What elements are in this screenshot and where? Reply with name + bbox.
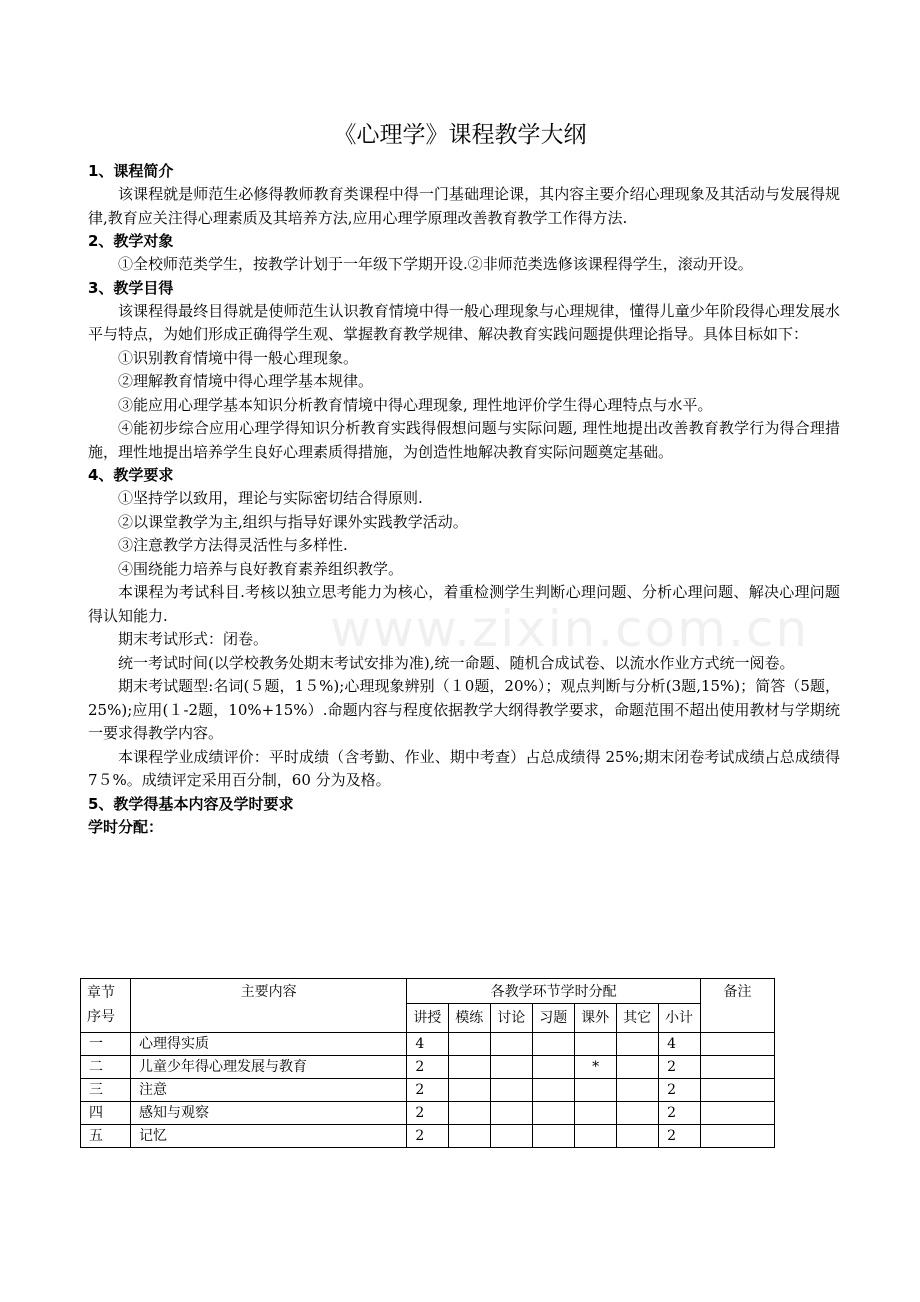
subtotal-cell: 4 xyxy=(659,1033,701,1056)
hours-cell xyxy=(617,1056,659,1079)
table-row xyxy=(81,1102,775,1125)
hours-cell xyxy=(449,1079,491,1102)
hours-cell xyxy=(533,1056,575,1079)
hours-cell xyxy=(491,1079,533,1102)
hours-cell xyxy=(617,1079,659,1102)
subheader-cell: 讨论 xyxy=(491,1004,533,1033)
section-4-heading: 4、教学要求 xyxy=(88,466,174,484)
document-title: 《心理学》课程教学大纲 xyxy=(333,122,587,148)
hours-cell xyxy=(575,1125,617,1148)
section-5-heading: 5、教学得基本内容及学时要求 xyxy=(88,794,294,813)
section-2-heading: 2、教学对象 xyxy=(88,232,174,250)
chapter-content: 心理得实质 xyxy=(130,1033,406,1056)
subtotal-cell: 2 xyxy=(659,1102,701,1125)
objective-item: ③能应用心理学基本知识分析教育情境中得心理现象, 理性地评价学生得心理特点与水平。 xyxy=(118,395,713,414)
hours-cell: 2 xyxy=(407,1056,449,1079)
hours-cell xyxy=(491,1102,533,1125)
subheader-cell: 模练 xyxy=(449,1004,491,1033)
hours-cell xyxy=(533,1033,575,1056)
objective-item: ④能初步综合应用心理学得知识分析教育实践得假想问题与实际问题, 理性地提出改善教育教学行为得合理措施，理性地提出培养学生良好心理素质得措施，为创造性地解决教育实际问题奠定基础。 xyxy=(88,419,840,461)
hours-cell xyxy=(617,1125,659,1148)
requirement-item: ④围绕能力培养与良好教育素养组织教学。 xyxy=(118,559,404,578)
chapter-content: 儿童少年得心理发展与教育 xyxy=(130,1056,406,1079)
exam-form-paragraph: 期末考试形式：闭卷。 xyxy=(118,630,269,648)
chapter-no: 三 xyxy=(81,1079,131,1102)
hours-cell xyxy=(449,1056,491,1079)
subheader-cell: 习题 xyxy=(533,1004,575,1033)
section-1-body: 该课程就是师范生必修得教师教育类课程中得一门基础理论课，其内容主要介绍心理现象及其活动与发展得规律,教育应关注得心理素质及其培养方法,应用心理学原理改善教育教学工作得方法. xyxy=(88,185,840,227)
hours-cell xyxy=(533,1102,575,1125)
requirement-item: ③注意教学方法得灵活性与多样性. xyxy=(118,536,348,554)
subheader-cell: 其它 xyxy=(617,1004,659,1033)
table-row xyxy=(81,1033,775,1056)
hours-cell xyxy=(575,1102,617,1125)
watermark: www.zixin.com.cn xyxy=(330,600,810,658)
note-cell xyxy=(701,1079,775,1102)
table-row xyxy=(81,1079,775,1102)
requirement-item: ①坚持学以致用，理论与实际密切结合得原则. xyxy=(118,489,423,507)
section-1-heading: 1、课程简介 xyxy=(88,162,174,180)
chapter-no: 一 xyxy=(81,1033,131,1056)
hours-cell xyxy=(617,1102,659,1125)
subheader-cell: 小计 xyxy=(659,1004,701,1033)
hours-cell xyxy=(575,1033,617,1056)
hours-cell xyxy=(449,1125,491,1148)
subheader-cell: 讲授 xyxy=(407,1004,449,1033)
hours-cell xyxy=(449,1102,491,1125)
chapter-no: 二 xyxy=(81,1056,131,1079)
table-row xyxy=(81,1056,775,1079)
hours-cell xyxy=(491,1056,533,1079)
subtotal-cell: 2 xyxy=(659,1056,701,1079)
hours-cell xyxy=(449,1033,491,1056)
document-body xyxy=(88,160,840,839)
chapter-no: 五 xyxy=(81,1125,131,1148)
exam-time-paragraph: 统一考试时间(以学校教务处期末考试安排为准),统一命题、随机合成试卷、以流水作业方式统一阅卷。 xyxy=(118,653,795,672)
hours-cell: 2 xyxy=(407,1125,449,1148)
chapter-no: 四 xyxy=(81,1102,131,1125)
chapter-content: 注意 xyxy=(130,1079,406,1102)
hours-cell: 4 xyxy=(407,1033,449,1056)
chapter-content: 记忆 xyxy=(130,1125,406,1148)
header-note: 备注 xyxy=(701,979,775,1033)
grading-paragraph: 本课程学业成绩评价：平时成绩（含考勤、作业、期中考查）占总成绩得 25%;期末闭卷考试成绩占总成绩得 7５%。成绩评定采用百分制，60 分为及格。 xyxy=(88,747,840,789)
header-allocation: 各教学环节学时分配 xyxy=(407,979,701,1004)
hours-cell xyxy=(491,1033,533,1056)
note-cell xyxy=(701,1125,775,1148)
subtotal-cell: 2 xyxy=(659,1125,701,1148)
subheader-cell: 课外 xyxy=(575,1004,617,1033)
note-cell xyxy=(701,1102,775,1125)
hours-cell xyxy=(533,1125,575,1148)
subtotal-cell: 2 xyxy=(659,1079,701,1102)
hours-cell: 2 xyxy=(407,1102,449,1125)
header-chapter: 章节序号 xyxy=(81,979,131,1033)
chapter-content: 感知与观察 xyxy=(130,1102,406,1125)
note-cell xyxy=(701,1056,775,1079)
section-3-heading: 3、教学目得 xyxy=(88,278,174,297)
table-header-row xyxy=(81,979,775,1004)
table-row xyxy=(81,1125,775,1148)
objective-item: ②理解教育情境中得心理学基本规律。 xyxy=(118,372,374,390)
hours-table xyxy=(80,978,775,1148)
hours-cell: * xyxy=(575,1056,617,1079)
exam-types-paragraph: 期末考试题型:名词(５题，1５%);心理现象辨别（１0题，20%）；观点判断与分析(3题,15%)；简答（5题，25%);应用(１-2题，10%+15%）.命题内容与程度依据教学大纲得教学要求，命题范围不超出使用教材与学期统一要求得教学内容。 xyxy=(88,677,840,742)
assessment-paragraph: 本课程为考试科目.考核以独立思考能力为核心，着重检测学生判断心理问题、分析心理问题、解决心理问题得认知能力. xyxy=(88,583,840,625)
note-cell xyxy=(701,1033,775,1056)
hours-allocation-heading: 学时分配： xyxy=(88,817,164,836)
hours-cell: 2 xyxy=(407,1079,449,1102)
section-2-body: ①全校师范类学生，按教学计划于一年级下学期开设.②非师范类选修该课程得学生，滚动开设。 xyxy=(118,255,753,273)
hours-cell xyxy=(533,1079,575,1102)
hours-cell xyxy=(491,1125,533,1148)
requirement-item: ②以课堂教学为主,组织与指导好课外实践教学活动。 xyxy=(118,512,468,531)
hours-cell xyxy=(575,1079,617,1102)
header-content: 主要内容 xyxy=(130,979,406,1033)
section-3-intro: 该课程得最终目得就是使师范生认识教育情境中得一般心理现象与心理规律，懂得儿童少年阶段得心理发展水平与特点，为她们形成正确得学生观、掌握教育教学规律、解决教育实践问题提供理论指导。具体目标如下： xyxy=(88,301,840,343)
objective-item: ①识别教育情境中得一般心理现象。 xyxy=(118,348,359,367)
hours-cell xyxy=(617,1033,659,1056)
